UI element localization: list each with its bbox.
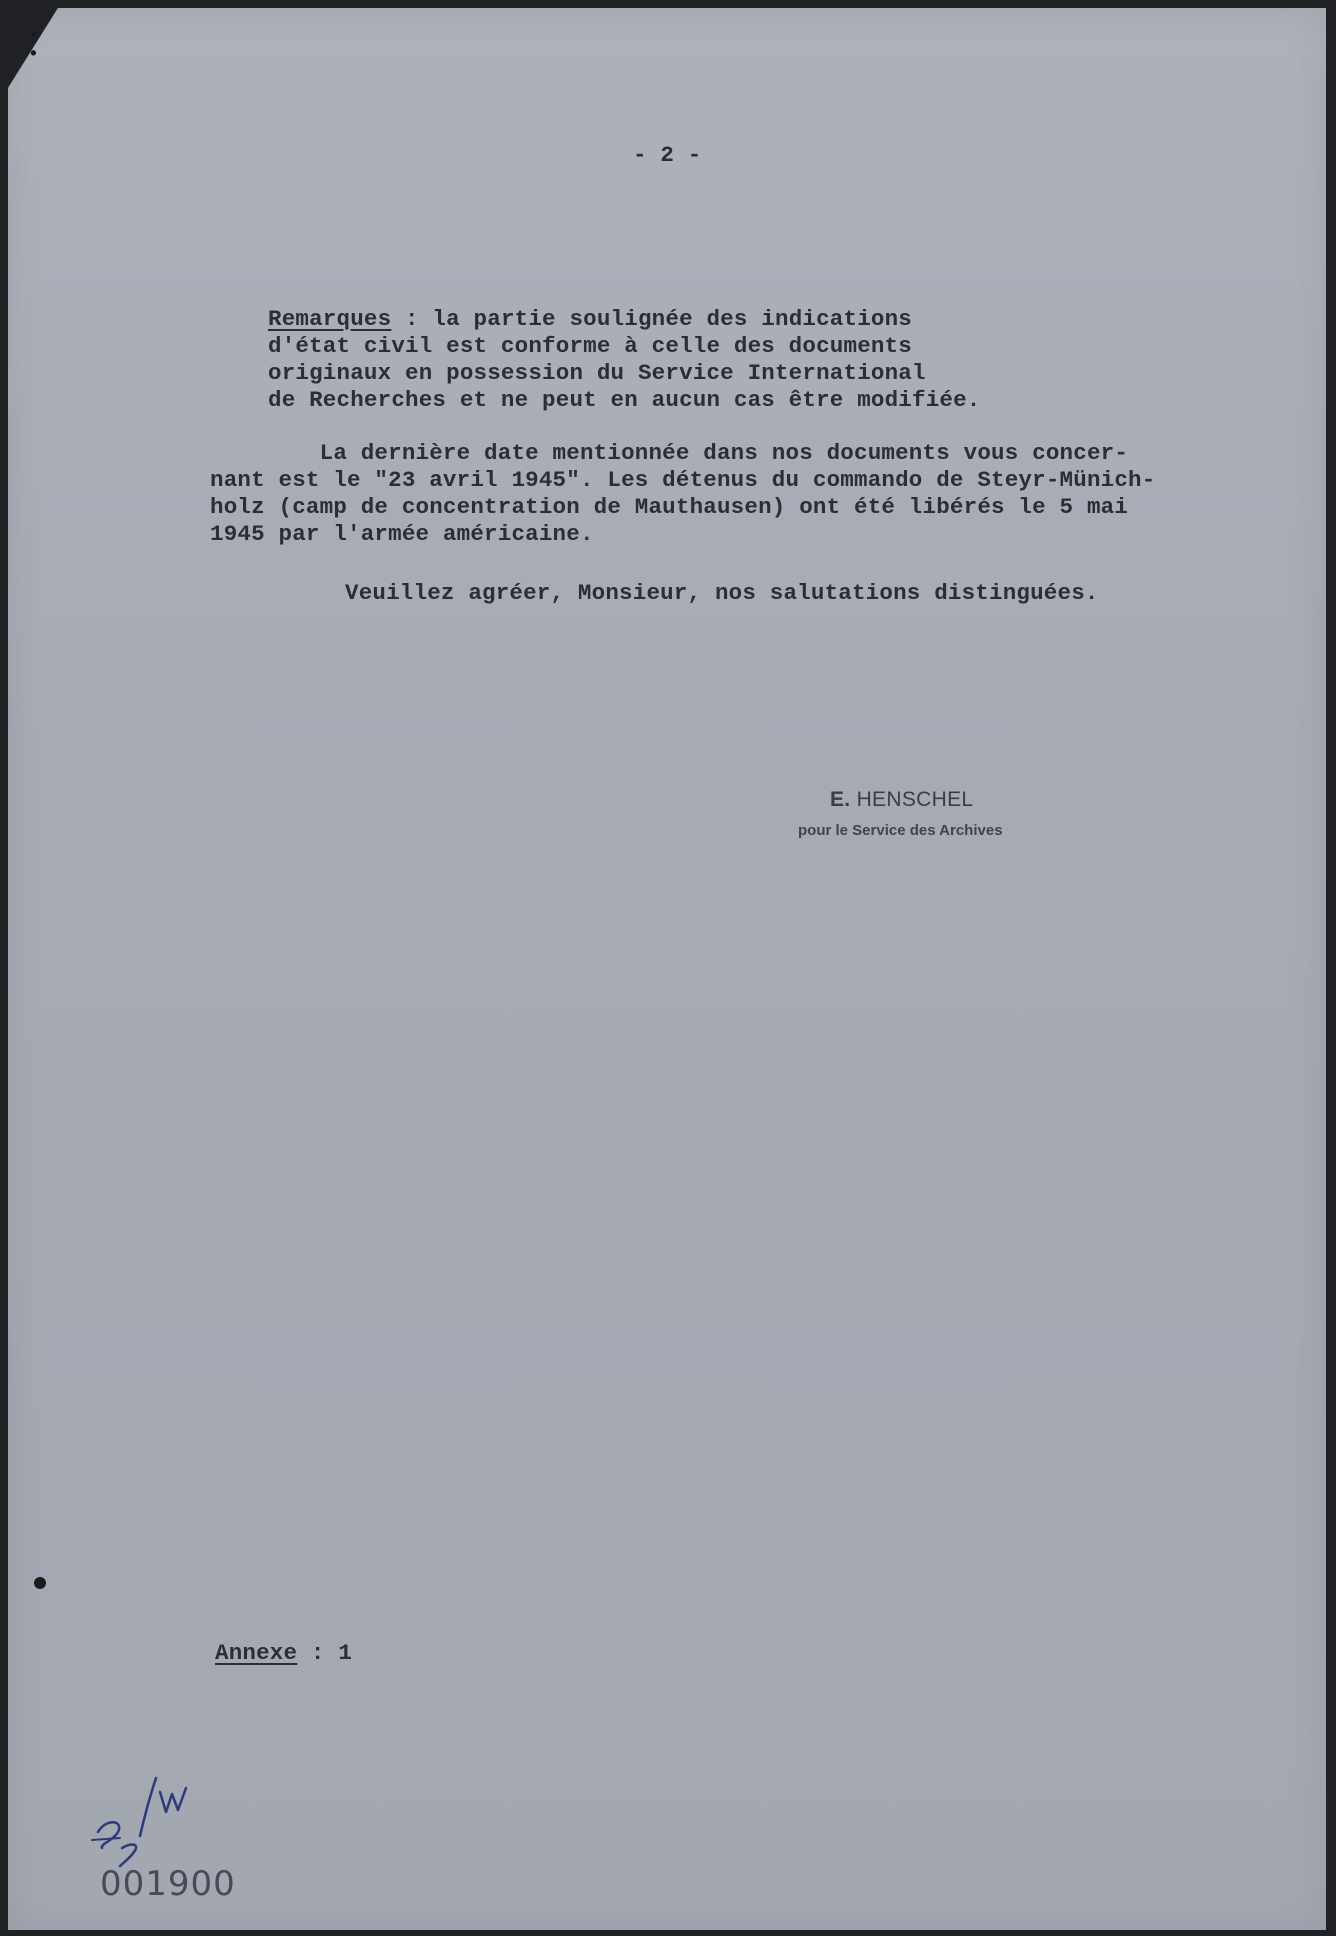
annexe-value: : 1 (297, 1640, 353, 1666)
body-line-2: nant est le "23 avril 1945". Les détenus du commando de Steyr-Münich- (210, 467, 1156, 493)
punch-hole (34, 1577, 46, 1589)
page-number: - 2 - (633, 142, 702, 168)
remarks-line-3: originaux en possession du Service International (268, 360, 926, 386)
handwritten-initials (80, 1770, 230, 1870)
body-line-4: 1945 par l'armée américaine. (210, 521, 594, 547)
annexe-label: Annexe (215, 1640, 298, 1666)
remarks-line-2: d'état civil est conforme à celle des documents (268, 333, 913, 359)
archive-number-stamp: 001900 (100, 1864, 236, 1904)
closing-salutation: Veuillez agréer, Monsieur, nos salutations distinguées. (345, 580, 1099, 606)
document-page (8, 8, 1326, 1930)
body-line-3: holz (camp de concentration de Mauthausen) ont été libérés le 5 mai (210, 494, 1129, 520)
signature-initial: E. (830, 788, 851, 811)
remarks-line-1: : la partie soulignée des indications (391, 306, 913, 332)
signature-stamp-subtitle: pour le Service des Archives (798, 822, 1003, 839)
body-paragraph (210, 440, 1155, 548)
annexe-line (215, 1640, 352, 1667)
signature-surname: HENSCHEL (850, 788, 974, 811)
corner-mark: ⋅ • (28, 27, 39, 65)
signature-stamp-name (830, 788, 973, 812)
body-line-1: La dernière date mentionnée dans nos documents vous concer- (210, 440, 1129, 466)
remarks-paragraph (268, 306, 981, 414)
remarks-line-4: de Recherches et ne peut en aucun cas être modifiée. (268, 387, 981, 413)
remarks-label: Remarques (268, 306, 392, 332)
